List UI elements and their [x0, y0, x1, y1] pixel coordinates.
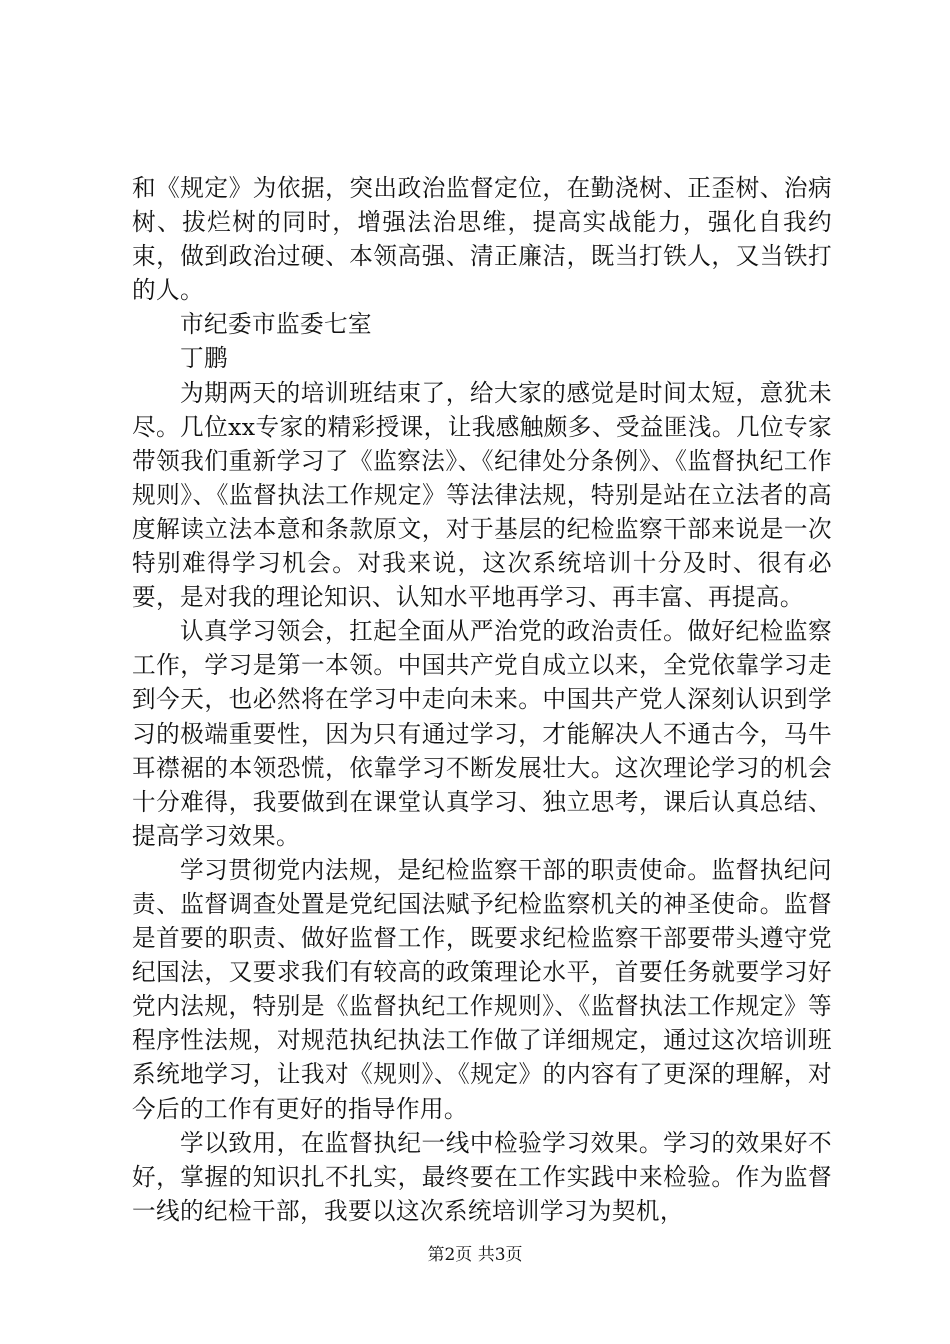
paragraph: 市纪委市监委七室	[180, 310, 372, 339]
paragraph: 为期两天的培训班结束了，给大家的感觉是时间太短，意犹未尽。几位xx专家的精彩授课，让我感触颇多、受益匪浅。几位专家带领我们重新学习了《监察法》、《纪律处分条例》、《监督执纪工作规则》、《监督执法工作规定》等法律法规，特别是站在立法者的高度解读立法本意和条款原文，对于基层的纪检监察干部来说是一次特别难得学习机会。对我来说，这次系统培训十分及时、很有必要，是对我的理论知识、认知水平地再学习、再丰富、再提高。	[132, 378, 832, 612]
paragraph: 和《规定》为依据，突出政治监督定位，在勤浇树、正歪树、治病树、拔烂树的同时，增强法治思维，提高实战能力，强化自我约束，做到政治过硬、本领高强、清正廉洁，既当打铁人，又当铁打的人。	[132, 174, 832, 305]
paragraph: 认真学习领会，扛起全面从严治党的政治责任。做好纪检监察工作，学习是第一本领。中国共产党自成立以来，全党依靠学习走到今天，也必然将在学习中走向未来。中国共产党人深刻认识到学习的极端重要性，因为只有通过学习，才能解决人不通古今，马牛耳襟裾的本领恐慌，依靠学习不断发展壮大。这次理论学习的机会十分难得，我要做到在课堂认真学习、独立思考，课后认真总结、提高学习效果。	[132, 617, 832, 850]
paragraph: 学习贯彻党内法规，是纪检监察干部的职责使命。监督执纪问责、监督调查处置是党纪国法赋予纪检监察机关的神圣使命。监督是首要的职责、做好监督工作，既要求纪检监察干部要带头遵守党纪国法，又要求我们有较高的政策理论水平，首要任务就要学习好党内法规，特别是《监督执纪工作规则》、《监督执法工作规定》等程序性法规，对规范执纪执法工作做了详细规定，通过这次培训班系统地学习，让我对《规则》、《规定》的内容有了更深的理解，对今后的工作有更好的指导作用。	[132, 855, 832, 1123]
paragraph: 丁鹏	[180, 344, 228, 373]
paragraph: 学以致用，在监督执纪一线中检验学习效果。学习的效果好不好，掌握的知识扎不扎实，最终要在工作实践中来检验。作为监督一线的纪检干部，我要以这次系统培训学习为契机，	[132, 1128, 832, 1225]
page-footer: 第2页 共3页	[427, 1245, 523, 1265]
document-body	[132, 171, 832, 1228]
